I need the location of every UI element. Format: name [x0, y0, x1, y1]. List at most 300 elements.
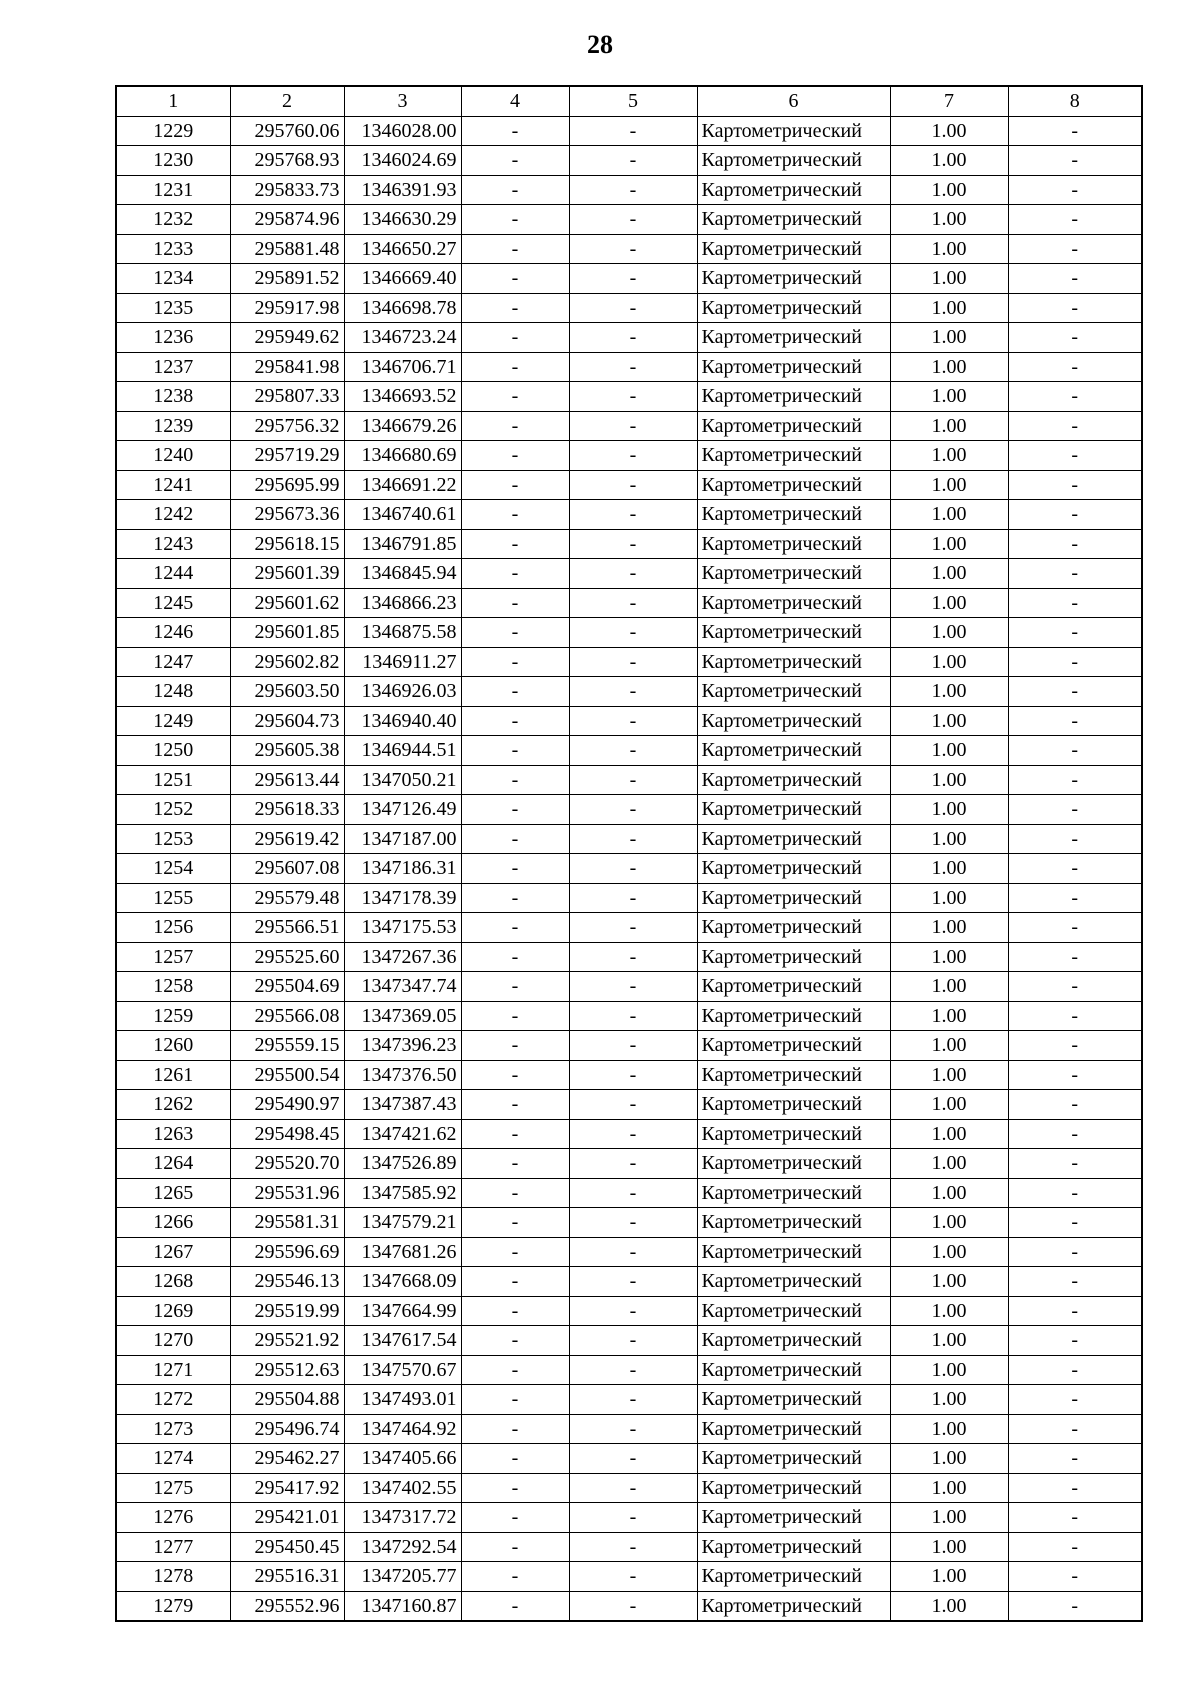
x-coordinate-cell: 295603.50 [230, 677, 344, 707]
method-cell: Картометрический [697, 1414, 890, 1444]
method-cell: Картометрический [697, 1031, 890, 1061]
x-coordinate-cell: 295496.74 [230, 1414, 344, 1444]
col8-cell: - [1008, 1149, 1142, 1179]
x-coordinate-cell: 295807.33 [230, 382, 344, 412]
accuracy-cell: 1.00 [890, 205, 1008, 235]
table-row [116, 854, 1142, 884]
method-cell: Картометрический [697, 1296, 890, 1326]
table-row [116, 529, 1142, 559]
table-row [116, 382, 1142, 412]
y-coordinate-cell: 1347570.67 [344, 1355, 461, 1385]
col5-cell: - [569, 706, 697, 736]
col4-cell: - [461, 1326, 569, 1356]
accuracy-cell: 1.00 [890, 883, 1008, 913]
point-number-cell: 1232 [116, 205, 230, 235]
table-row [116, 559, 1142, 589]
accuracy-cell: 1.00 [890, 588, 1008, 618]
col5-cell: - [569, 1149, 697, 1179]
y-coordinate-cell: 1347585.92 [344, 1178, 461, 1208]
y-coordinate-cell: 1347160.87 [344, 1591, 461, 1621]
table-row [116, 411, 1142, 441]
col8-cell: - [1008, 883, 1142, 913]
point-number-cell: 1273 [116, 1414, 230, 1444]
accuracy-cell: 1.00 [890, 411, 1008, 441]
col8-cell: - [1008, 677, 1142, 707]
x-coordinate-cell: 295917.98 [230, 293, 344, 323]
col5-cell: - [569, 234, 697, 264]
table-row [116, 588, 1142, 618]
col8-cell: - [1008, 1031, 1142, 1061]
x-coordinate-cell: 295504.88 [230, 1385, 344, 1415]
col4-cell: - [461, 706, 569, 736]
accuracy-cell: 1.00 [890, 529, 1008, 559]
accuracy-cell: 1.00 [890, 1326, 1008, 1356]
point-number-cell: 1254 [116, 854, 230, 884]
accuracy-cell: 1.00 [890, 1090, 1008, 1120]
table-row [116, 500, 1142, 530]
col8-cell: - [1008, 1444, 1142, 1474]
point-number-cell: 1261 [116, 1060, 230, 1090]
method-cell: Картометрический [697, 264, 890, 294]
accuracy-cell: 1.00 [890, 382, 1008, 412]
col5-cell: - [569, 352, 697, 382]
col5-cell: - [569, 588, 697, 618]
method-cell: Картометрический [697, 234, 890, 264]
method-cell: Картометрический [697, 1503, 890, 1533]
x-coordinate-cell: 295601.62 [230, 588, 344, 618]
table-row [116, 205, 1142, 235]
method-cell: Картометрический [697, 942, 890, 972]
point-number-cell: 1247 [116, 647, 230, 677]
col4-cell: - [461, 382, 569, 412]
method-cell: Картометрический [697, 765, 890, 795]
point-number-cell: 1274 [116, 1444, 230, 1474]
point-number-cell: 1258 [116, 972, 230, 1002]
y-coordinate-cell: 1347526.89 [344, 1149, 461, 1179]
x-coordinate-cell: 295500.54 [230, 1060, 344, 1090]
col5-cell: - [569, 913, 697, 943]
accuracy-cell: 1.00 [890, 116, 1008, 146]
col4-cell: - [461, 1385, 569, 1415]
col5-cell: - [569, 1562, 697, 1592]
col5-cell: - [569, 559, 697, 589]
col4-cell: - [461, 500, 569, 530]
method-cell: Картометрический [697, 795, 890, 825]
method-cell: Картометрический [697, 1385, 890, 1415]
col8-cell: - [1008, 470, 1142, 500]
table-row [116, 441, 1142, 471]
x-coordinate-cell: 295519.99 [230, 1296, 344, 1326]
point-number-cell: 1256 [116, 913, 230, 943]
x-coordinate-cell: 295756.32 [230, 411, 344, 441]
x-coordinate-cell: 295719.29 [230, 441, 344, 471]
y-coordinate-cell: 1347579.21 [344, 1208, 461, 1238]
col5-cell: - [569, 883, 697, 913]
page-number: 28 [587, 30, 613, 59]
accuracy-cell: 1.00 [890, 234, 1008, 264]
point-number-cell: 1264 [116, 1149, 230, 1179]
table-row [116, 1090, 1142, 1120]
method-cell: Картометрический [697, 1178, 890, 1208]
accuracy-cell: 1.00 [890, 1473, 1008, 1503]
point-number-cell: 1269 [116, 1296, 230, 1326]
point-number-cell: 1253 [116, 824, 230, 854]
method-cell: Картометрический [697, 1532, 890, 1562]
accuracy-cell: 1.00 [890, 559, 1008, 589]
table-row [116, 883, 1142, 913]
accuracy-cell: 1.00 [890, 1060, 1008, 1090]
x-coordinate-cell: 295881.48 [230, 234, 344, 264]
col5-cell: - [569, 1355, 697, 1385]
x-coordinate-cell: 295618.15 [230, 529, 344, 559]
col8-cell: - [1008, 765, 1142, 795]
x-coordinate-cell: 295581.31 [230, 1208, 344, 1238]
method-cell: Картометрический [697, 588, 890, 618]
y-coordinate-cell: 1346875.58 [344, 618, 461, 648]
point-number-cell: 1268 [116, 1267, 230, 1297]
col8-cell: - [1008, 824, 1142, 854]
table-row [116, 1237, 1142, 1267]
col8-cell: - [1008, 1237, 1142, 1267]
col8-cell: - [1008, 1001, 1142, 1031]
x-coordinate-cell: 295552.96 [230, 1591, 344, 1621]
accuracy-cell: 1.00 [890, 1001, 1008, 1031]
accuracy-cell: 1.00 [890, 913, 1008, 943]
y-coordinate-cell: 1347317.72 [344, 1503, 461, 1533]
point-number-cell: 1243 [116, 529, 230, 559]
table-row [116, 913, 1142, 943]
col5-cell: - [569, 1473, 697, 1503]
coordinates-table [115, 85, 1143, 1622]
col5-cell: - [569, 854, 697, 884]
y-coordinate-cell: 1347267.36 [344, 942, 461, 972]
table-body [116, 116, 1142, 1621]
column-header: 7 [890, 86, 1008, 116]
point-number-cell: 1275 [116, 1473, 230, 1503]
col8-cell: - [1008, 323, 1142, 353]
col5-cell: - [569, 146, 697, 176]
col5-cell: - [569, 1119, 697, 1149]
col8-cell: - [1008, 706, 1142, 736]
col4-cell: - [461, 441, 569, 471]
column-header: 2 [230, 86, 344, 116]
accuracy-cell: 1.00 [890, 736, 1008, 766]
y-coordinate-cell: 1346944.51 [344, 736, 461, 766]
table-row [116, 1149, 1142, 1179]
table-row [116, 1503, 1142, 1533]
point-number-cell: 1267 [116, 1237, 230, 1267]
table-row [116, 116, 1142, 146]
col4-cell: - [461, 795, 569, 825]
y-coordinate-cell: 1347387.43 [344, 1090, 461, 1120]
table-row [116, 1326, 1142, 1356]
col4-cell: - [461, 1532, 569, 1562]
col4-cell: - [461, 175, 569, 205]
method-cell: Картометрический [697, 1119, 890, 1149]
table-row [116, 1208, 1142, 1238]
method-cell: Картометрический [697, 382, 890, 412]
point-number-cell: 1260 [116, 1031, 230, 1061]
col8-cell: - [1008, 1503, 1142, 1533]
point-number-cell: 1246 [116, 618, 230, 648]
column-header: 3 [344, 86, 461, 116]
x-coordinate-cell: 295602.82 [230, 647, 344, 677]
x-coordinate-cell: 295546.13 [230, 1267, 344, 1297]
col5-cell: - [569, 323, 697, 353]
method-cell: Картометрический [697, 913, 890, 943]
col5-cell: - [569, 736, 697, 766]
x-coordinate-cell: 295490.97 [230, 1090, 344, 1120]
col5-cell: - [569, 441, 697, 471]
x-coordinate-cell: 295531.96 [230, 1178, 344, 1208]
method-cell: Картометрический [697, 618, 890, 648]
x-coordinate-cell: 295579.48 [230, 883, 344, 913]
table-row [116, 470, 1142, 500]
accuracy-cell: 1.00 [890, 352, 1008, 382]
col5-cell: - [569, 382, 697, 412]
x-coordinate-cell: 295525.60 [230, 942, 344, 972]
x-coordinate-cell: 295421.01 [230, 1503, 344, 1533]
y-coordinate-cell: 1346845.94 [344, 559, 461, 589]
method-cell: Картометрический [697, 411, 890, 441]
x-coordinate-cell: 295768.93 [230, 146, 344, 176]
accuracy-cell: 1.00 [890, 175, 1008, 205]
table-row [116, 175, 1142, 205]
col8-cell: - [1008, 500, 1142, 530]
col5-cell: - [569, 942, 697, 972]
method-cell: Картометрический [697, 883, 890, 913]
col8-cell: - [1008, 1060, 1142, 1090]
y-coordinate-cell: 1347396.23 [344, 1031, 461, 1061]
col5-cell: - [569, 677, 697, 707]
accuracy-cell: 1.00 [890, 677, 1008, 707]
point-number-cell: 1252 [116, 795, 230, 825]
col5-cell: - [569, 1267, 697, 1297]
method-cell: Картометрический [697, 1267, 890, 1297]
col8-cell: - [1008, 1119, 1142, 1149]
x-coordinate-cell: 295949.62 [230, 323, 344, 353]
col5-cell: - [569, 1001, 697, 1031]
point-number-cell: 1244 [116, 559, 230, 589]
col4-cell: - [461, 1414, 569, 1444]
x-coordinate-cell: 295607.08 [230, 854, 344, 884]
point-number-cell: 1255 [116, 883, 230, 913]
col4-cell: - [461, 559, 569, 589]
col4-cell: - [461, 1001, 569, 1031]
table-header-row [116, 86, 1142, 116]
col8-cell: - [1008, 1591, 1142, 1621]
column-header: 1 [116, 86, 230, 116]
col8-cell: - [1008, 234, 1142, 264]
col8-cell: - [1008, 1090, 1142, 1120]
y-coordinate-cell: 1346740.61 [344, 500, 461, 530]
method-cell: Картометрический [697, 146, 890, 176]
y-coordinate-cell: 1347126.49 [344, 795, 461, 825]
y-coordinate-cell: 1346866.23 [344, 588, 461, 618]
col4-cell: - [461, 1562, 569, 1592]
method-cell: Картометрический [697, 1591, 890, 1621]
accuracy-cell: 1.00 [890, 942, 1008, 972]
accuracy-cell: 1.00 [890, 264, 1008, 294]
accuracy-cell: 1.00 [890, 1591, 1008, 1621]
column-header: 4 [461, 86, 569, 116]
method-cell: Картометрический [697, 116, 890, 146]
table-row [116, 293, 1142, 323]
point-number-cell: 1240 [116, 441, 230, 471]
accuracy-cell: 1.00 [890, 1267, 1008, 1297]
col5-cell: - [569, 1444, 697, 1474]
point-number-cell: 1248 [116, 677, 230, 707]
x-coordinate-cell: 295559.15 [230, 1031, 344, 1061]
table-row [116, 618, 1142, 648]
col5-cell: - [569, 205, 697, 235]
col4-cell: - [461, 824, 569, 854]
accuracy-cell: 1.00 [890, 706, 1008, 736]
col8-cell: - [1008, 1385, 1142, 1415]
point-number-cell: 1257 [116, 942, 230, 972]
col8-cell: - [1008, 1562, 1142, 1592]
col8-cell: - [1008, 942, 1142, 972]
point-number-cell: 1271 [116, 1355, 230, 1385]
table-row [116, 146, 1142, 176]
accuracy-cell: 1.00 [890, 972, 1008, 1002]
x-coordinate-cell: 295417.92 [230, 1473, 344, 1503]
col8-cell: - [1008, 205, 1142, 235]
x-coordinate-cell: 295618.33 [230, 795, 344, 825]
col4-cell: - [461, 234, 569, 264]
col5-cell: - [569, 411, 697, 441]
col5-cell: - [569, 618, 697, 648]
x-coordinate-cell: 295605.38 [230, 736, 344, 766]
x-coordinate-cell: 295833.73 [230, 175, 344, 205]
point-number-cell: 1262 [116, 1090, 230, 1120]
col8-cell: - [1008, 795, 1142, 825]
col4-cell: - [461, 1090, 569, 1120]
col4-cell: - [461, 1267, 569, 1297]
point-number-cell: 1270 [116, 1326, 230, 1356]
table-row [116, 736, 1142, 766]
accuracy-cell: 1.00 [890, 323, 1008, 353]
point-number-cell: 1250 [116, 736, 230, 766]
x-coordinate-cell: 295521.92 [230, 1326, 344, 1356]
method-cell: Картометрический [697, 1444, 890, 1474]
point-number-cell: 1259 [116, 1001, 230, 1031]
method-cell: Картометрический [697, 647, 890, 677]
point-number-cell: 1279 [116, 1591, 230, 1621]
method-cell: Картометрический [697, 441, 890, 471]
col4-cell: - [461, 205, 569, 235]
point-number-cell: 1235 [116, 293, 230, 323]
col5-cell: - [569, 470, 697, 500]
x-coordinate-cell: 295841.98 [230, 352, 344, 382]
point-number-cell: 1251 [116, 765, 230, 795]
table-row [116, 1562, 1142, 1592]
col5-cell: - [569, 500, 697, 530]
point-number-cell: 1233 [116, 234, 230, 264]
y-coordinate-cell: 1347292.54 [344, 1532, 461, 1562]
y-coordinate-cell: 1347402.55 [344, 1473, 461, 1503]
col4-cell: - [461, 293, 569, 323]
y-coordinate-cell: 1347617.54 [344, 1326, 461, 1356]
col8-cell: - [1008, 146, 1142, 176]
y-coordinate-cell: 1347668.09 [344, 1267, 461, 1297]
x-coordinate-cell: 295504.69 [230, 972, 344, 1002]
method-cell: Картометрический [697, 706, 890, 736]
col5-cell: - [569, 1031, 697, 1061]
table-row [116, 677, 1142, 707]
table-row [116, 647, 1142, 677]
y-coordinate-cell: 1347493.01 [344, 1385, 461, 1415]
x-coordinate-cell: 295462.27 [230, 1444, 344, 1474]
col8-cell: - [1008, 559, 1142, 589]
table-row [116, 1473, 1142, 1503]
col4-cell: - [461, 913, 569, 943]
y-coordinate-cell: 1346680.69 [344, 441, 461, 471]
table-row [116, 1385, 1142, 1415]
method-cell: Картометрический [697, 1562, 890, 1592]
y-coordinate-cell: 1346791.85 [344, 529, 461, 559]
col8-cell: - [1008, 1473, 1142, 1503]
point-number-cell: 1278 [116, 1562, 230, 1592]
y-coordinate-cell: 1347664.99 [344, 1296, 461, 1326]
point-number-cell: 1265 [116, 1178, 230, 1208]
col5-cell: - [569, 1208, 697, 1238]
accuracy-cell: 1.00 [890, 1208, 1008, 1238]
col4-cell: - [461, 529, 569, 559]
col5-cell: - [569, 824, 697, 854]
y-coordinate-cell: 1347681.26 [344, 1237, 461, 1267]
point-number-cell: 1239 [116, 411, 230, 441]
method-cell: Картометрический [697, 1149, 890, 1179]
col4-cell: - [461, 1296, 569, 1326]
accuracy-cell: 1.00 [890, 500, 1008, 530]
col4-cell: - [461, 352, 569, 382]
col4-cell: - [461, 264, 569, 294]
col8-cell: - [1008, 1326, 1142, 1356]
table-row [116, 352, 1142, 382]
x-coordinate-cell: 295450.45 [230, 1532, 344, 1562]
table-row [116, 1267, 1142, 1297]
col5-cell: - [569, 765, 697, 795]
table-row [116, 1414, 1142, 1444]
table-row [116, 795, 1142, 825]
y-coordinate-cell: 1346669.40 [344, 264, 461, 294]
y-coordinate-cell: 1346691.22 [344, 470, 461, 500]
table-row [116, 972, 1142, 1002]
y-coordinate-cell: 1347376.50 [344, 1060, 461, 1090]
col8-cell: - [1008, 352, 1142, 382]
col4-cell: - [461, 854, 569, 884]
y-coordinate-cell: 1346911.27 [344, 647, 461, 677]
col8-cell: - [1008, 1208, 1142, 1238]
col5-cell: - [569, 264, 697, 294]
accuracy-cell: 1.00 [890, 618, 1008, 648]
col4-cell: - [461, 1591, 569, 1621]
x-coordinate-cell: 295512.63 [230, 1355, 344, 1385]
accuracy-cell: 1.00 [890, 824, 1008, 854]
col8-cell: - [1008, 1178, 1142, 1208]
col4-cell: - [461, 323, 569, 353]
col5-cell: - [569, 647, 697, 677]
col8-cell: - [1008, 1296, 1142, 1326]
table-row [116, 1178, 1142, 1208]
y-coordinate-cell: 1346693.52 [344, 382, 461, 412]
table-row [116, 824, 1142, 854]
accuracy-cell: 1.00 [890, 1503, 1008, 1533]
col4-cell: - [461, 765, 569, 795]
accuracy-cell: 1.00 [890, 1444, 1008, 1474]
accuracy-cell: 1.00 [890, 1237, 1008, 1267]
